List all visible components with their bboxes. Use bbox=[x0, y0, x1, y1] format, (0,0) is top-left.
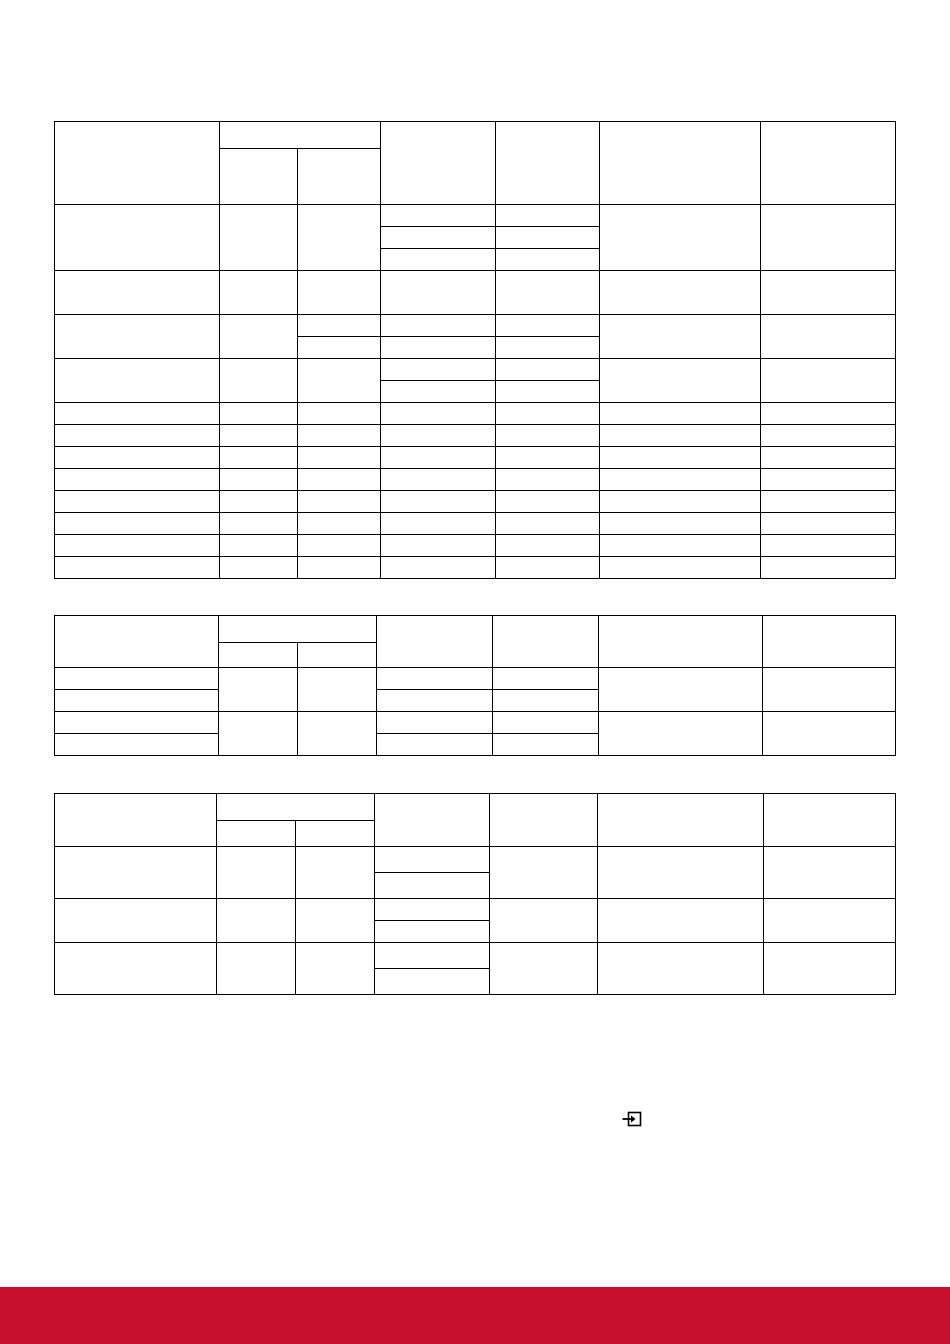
table-cell bbox=[496, 122, 600, 205]
table-cell bbox=[764, 943, 896, 995]
table-cell bbox=[493, 616, 599, 668]
table-cell bbox=[493, 734, 599, 756]
table-cell bbox=[381, 359, 496, 381]
table-cell bbox=[381, 425, 496, 447]
table-cell bbox=[55, 616, 219, 668]
table-cell bbox=[600, 447, 761, 469]
table-cell bbox=[600, 271, 761, 315]
table-cell bbox=[377, 668, 493, 690]
table-cell bbox=[220, 403, 298, 425]
table-cell bbox=[764, 847, 896, 899]
table-cell bbox=[55, 847, 217, 899]
table-cell bbox=[296, 821, 375, 847]
table-cell bbox=[496, 227, 600, 249]
table-cell bbox=[298, 149, 381, 205]
table-cell bbox=[55, 447, 220, 469]
table-cell bbox=[381, 535, 496, 557]
table-cell bbox=[600, 122, 761, 205]
table-cell bbox=[381, 271, 496, 315]
table-cell bbox=[598, 943, 764, 995]
table-cell bbox=[217, 943, 296, 995]
table-cell bbox=[496, 535, 600, 557]
table-cell bbox=[381, 403, 496, 425]
table-cell bbox=[220, 469, 298, 491]
table-cell bbox=[296, 943, 375, 995]
table-cell bbox=[381, 249, 496, 271]
table-cell bbox=[381, 469, 496, 491]
table-cell bbox=[375, 943, 490, 969]
table-cell bbox=[55, 315, 220, 359]
table-cell bbox=[55, 794, 217, 847]
table-cell bbox=[298, 469, 381, 491]
table-cell bbox=[761, 557, 896, 579]
table-cell bbox=[761, 447, 896, 469]
table-cell bbox=[761, 513, 896, 535]
table-cell bbox=[490, 899, 598, 943]
table-cell bbox=[377, 734, 493, 756]
table-cell bbox=[496, 359, 600, 381]
table-cell bbox=[298, 271, 381, 315]
input-source-icon bbox=[622, 1111, 642, 1127]
table-cell bbox=[298, 205, 381, 271]
table-cell bbox=[761, 535, 896, 557]
table-cell bbox=[377, 616, 493, 668]
table-cell bbox=[375, 899, 490, 921]
table-cell bbox=[55, 271, 220, 315]
table-cell bbox=[375, 921, 490, 943]
table-cell bbox=[381, 122, 496, 205]
table-cell bbox=[599, 712, 763, 756]
table-cell bbox=[496, 315, 600, 337]
table-cell bbox=[220, 359, 298, 403]
table-cell bbox=[381, 447, 496, 469]
table-cell bbox=[496, 271, 600, 315]
table-cell bbox=[598, 794, 764, 847]
table-cell bbox=[55, 734, 219, 756]
table-cell bbox=[217, 821, 296, 847]
table-cell bbox=[764, 794, 896, 847]
table-cell bbox=[219, 712, 298, 756]
table-cell bbox=[600, 469, 761, 491]
table-cell bbox=[761, 205, 896, 271]
table-cell bbox=[220, 149, 298, 205]
table-cell bbox=[600, 491, 761, 513]
table-cell bbox=[493, 690, 599, 712]
table-cell bbox=[55, 122, 220, 205]
table-cell bbox=[496, 447, 600, 469]
table-cell bbox=[761, 403, 896, 425]
table-cell bbox=[298, 513, 381, 535]
table-cell bbox=[220, 122, 381, 149]
table-cell bbox=[496, 491, 600, 513]
table-cell bbox=[55, 557, 220, 579]
table-cell bbox=[496, 249, 600, 271]
table-cell bbox=[219, 616, 377, 643]
table-cell bbox=[55, 535, 220, 557]
table-cell bbox=[298, 712, 377, 756]
table-cell bbox=[381, 337, 496, 359]
table-cell bbox=[761, 491, 896, 513]
table-cell bbox=[496, 337, 600, 359]
table-cell bbox=[496, 381, 600, 403]
table-cell bbox=[381, 227, 496, 249]
table-cell bbox=[761, 469, 896, 491]
table-cell bbox=[220, 557, 298, 579]
table-cell bbox=[55, 943, 217, 995]
table-cell bbox=[375, 847, 490, 873]
table-cell bbox=[220, 535, 298, 557]
table-cell bbox=[217, 794, 375, 821]
table-cell bbox=[55, 899, 217, 943]
table-cell bbox=[496, 403, 600, 425]
table-cell bbox=[496, 469, 600, 491]
spec-table-2 bbox=[54, 615, 896, 756]
table-cell bbox=[377, 690, 493, 712]
table-cell bbox=[298, 403, 381, 425]
table-cell bbox=[55, 712, 219, 734]
table-cell bbox=[298, 557, 381, 579]
table-cell bbox=[298, 425, 381, 447]
table-cell bbox=[55, 425, 220, 447]
table-cell bbox=[298, 643, 377, 668]
table-cell bbox=[375, 873, 490, 899]
table-cell bbox=[55, 491, 220, 513]
table-cell bbox=[490, 794, 598, 847]
table-cell bbox=[381, 491, 496, 513]
table-cell bbox=[600, 359, 761, 403]
table-cell bbox=[220, 271, 298, 315]
table-cell bbox=[381, 513, 496, 535]
spec-table-3 bbox=[54, 793, 896, 995]
table-cell bbox=[375, 794, 490, 847]
table-cell bbox=[490, 847, 598, 899]
table-cell bbox=[600, 535, 761, 557]
table-cell bbox=[600, 425, 761, 447]
table-cell bbox=[761, 122, 896, 205]
table-cell bbox=[217, 847, 296, 899]
table-cell bbox=[764, 899, 896, 943]
table-cell bbox=[298, 447, 381, 469]
table-cell bbox=[381, 205, 496, 227]
table-cell bbox=[298, 535, 381, 557]
table-cell bbox=[761, 425, 896, 447]
table-cell bbox=[599, 616, 763, 668]
table-cell bbox=[490, 943, 598, 995]
table-cell bbox=[377, 712, 493, 734]
table-cell bbox=[599, 668, 763, 712]
table-cell bbox=[763, 616, 896, 668]
table-cell bbox=[55, 359, 220, 403]
table-cell bbox=[219, 668, 298, 712]
table-cell bbox=[381, 315, 496, 337]
table-cell bbox=[220, 491, 298, 513]
table-cell bbox=[55, 205, 220, 271]
table-cell bbox=[600, 557, 761, 579]
table-cell bbox=[296, 899, 375, 943]
table-cell bbox=[220, 513, 298, 535]
table-cell bbox=[600, 513, 761, 535]
table-cell bbox=[381, 381, 496, 403]
table-cell bbox=[493, 668, 599, 690]
table-cell bbox=[600, 205, 761, 271]
table-cell bbox=[761, 315, 896, 359]
table-cell bbox=[598, 847, 764, 899]
table-cell bbox=[220, 205, 298, 271]
table-cell bbox=[298, 359, 381, 403]
table-cell bbox=[763, 668, 896, 712]
table-cell bbox=[55, 403, 220, 425]
table-cell bbox=[496, 425, 600, 447]
table-cell bbox=[55, 690, 219, 712]
table-cell bbox=[55, 513, 220, 535]
spec-table-1 bbox=[54, 121, 896, 579]
table-cell bbox=[600, 315, 761, 359]
table-cell bbox=[220, 447, 298, 469]
table-cell bbox=[298, 337, 381, 359]
table-cell bbox=[761, 271, 896, 315]
table-cell bbox=[55, 469, 220, 491]
table-cell bbox=[496, 557, 600, 579]
table-cell bbox=[298, 315, 381, 337]
table-cell bbox=[493, 712, 599, 734]
table-cell bbox=[496, 513, 600, 535]
table-cell bbox=[375, 969, 490, 995]
footer-bar bbox=[0, 1287, 950, 1344]
table-cell bbox=[220, 315, 298, 359]
table-cell bbox=[219, 643, 298, 668]
table-cell bbox=[217, 899, 296, 943]
table-cell bbox=[220, 425, 298, 447]
table-cell bbox=[598, 899, 764, 943]
table-cell bbox=[298, 668, 377, 712]
table-cell bbox=[763, 712, 896, 756]
table-cell bbox=[496, 205, 600, 227]
table-cell bbox=[761, 359, 896, 403]
table-cell bbox=[296, 847, 375, 899]
table-cell bbox=[600, 403, 761, 425]
table-cell bbox=[381, 557, 496, 579]
table-cell bbox=[298, 491, 381, 513]
table-cell bbox=[55, 668, 219, 690]
